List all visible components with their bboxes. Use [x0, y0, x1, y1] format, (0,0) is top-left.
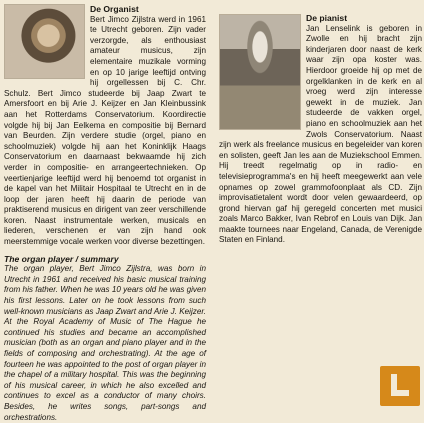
publisher-logo — [380, 366, 420, 406]
pianist-heading: De pianist — [306, 13, 348, 23]
organist-english-heading: The organ player / summary — [4, 253, 119, 264]
organist-dutch-bio: Bert Jimco Zijlstra werd in 1961 te Utrecht geboren. Zijn vader verzorgde, als enthousiast amateur musicus, zijn elementaire muzikale vorming en op 10 jarige leeftijd ontving hij orgellessen bij C. Chr. Schulz. Bert Jimco studeerde bij Jaap Zwart te Amersfoort en bij Arie J. Keijzer en Jan Kleinbussink aan het Rotterdams Conservatorium. Koordirectie volgde hij bij Jan Eelkema en compositie bij Bernard van Beurden. Zijn verdere studie (orgel, piano en schoolmuziek) volgde hij aan het Koninklijk Haags Conservatorium en daarnaast bekwaamde hij zich verder in compositie- en arrangeertechnieken. Op veertienjarige leeftijd werd hij benoemd tot organist in de kapel van het Militair Hospitaal te Utrecht en in de loop der jaren heeft hij daarin de periode van praktiserend musicus en dirigent van zeer verschillende koren. Naast instrumentale werken, musicals en liederen, verschenen er van zijn hand ook meerstemmige vocale werken voor diverse bezettingen. — [4, 14, 206, 247]
organist-heading: De Organist — [90, 4, 139, 14]
organist-column — [4, 4, 206, 423]
organist-english-bio: The organ player, Bert Jimco Zijlstra, was born in Utrecht in 1961 and received his basic musical training from his father. When he was 10 years old he was given his first lessons. Later on he took lessons from such well-known musicians as Jaap Zwart and Arie J. Keijzer. At the Royal Academy of Music of The Hague he continued his studies and became an accomplished musician (both as an organ and piano player and in the fields of composing and orchestrating). At the age of fourteen he was appointed to the post of organ player in the chapel of a military hospital. This was the beginning of his musical career, in which he also excelled and continues to excel as a conductor of many choirs. Besides, he writes songs, part-songs and orchestrations. — [4, 264, 206, 422]
pianist-column — [219, 4, 422, 246]
organist-photo — [4, 4, 85, 79]
pianist-photo — [219, 14, 301, 130]
pianist-dutch-bio: Jan Lenselink is geboren in Zwolle en hij bracht zijn kinderjaren door naast de kerk waar zijn opa koster was. Hierdoor groeide hij op met de orgelklanken in de kerk en al vroeg werd zijn interesse gewekt in de muziek. Jan studeerde de vakken orgel, piano en schoolmuziek aan het Zwols Conservatorium. Naast zijn werk als freelance musicus en begeleider van koren en solisten, geeft Jan les aan de Muziekschool Emmen. Hij treedt regelmatig op in radio- en televisieprogramma's en hij heeft meegewerkt aan vele opnames op zowel grammofoonplaat als CD. Zijn improvisatietalent wordt door velen gewaardeerd, op grond hiervan gaf hij geregeld concerten met musici zoals Marco Bakker, Ivan Rebrof en Louis van Dijk. Jan maakte tournees naar Engeland, Canada, de Verenigde Staten en Finland. — [219, 23, 422, 245]
